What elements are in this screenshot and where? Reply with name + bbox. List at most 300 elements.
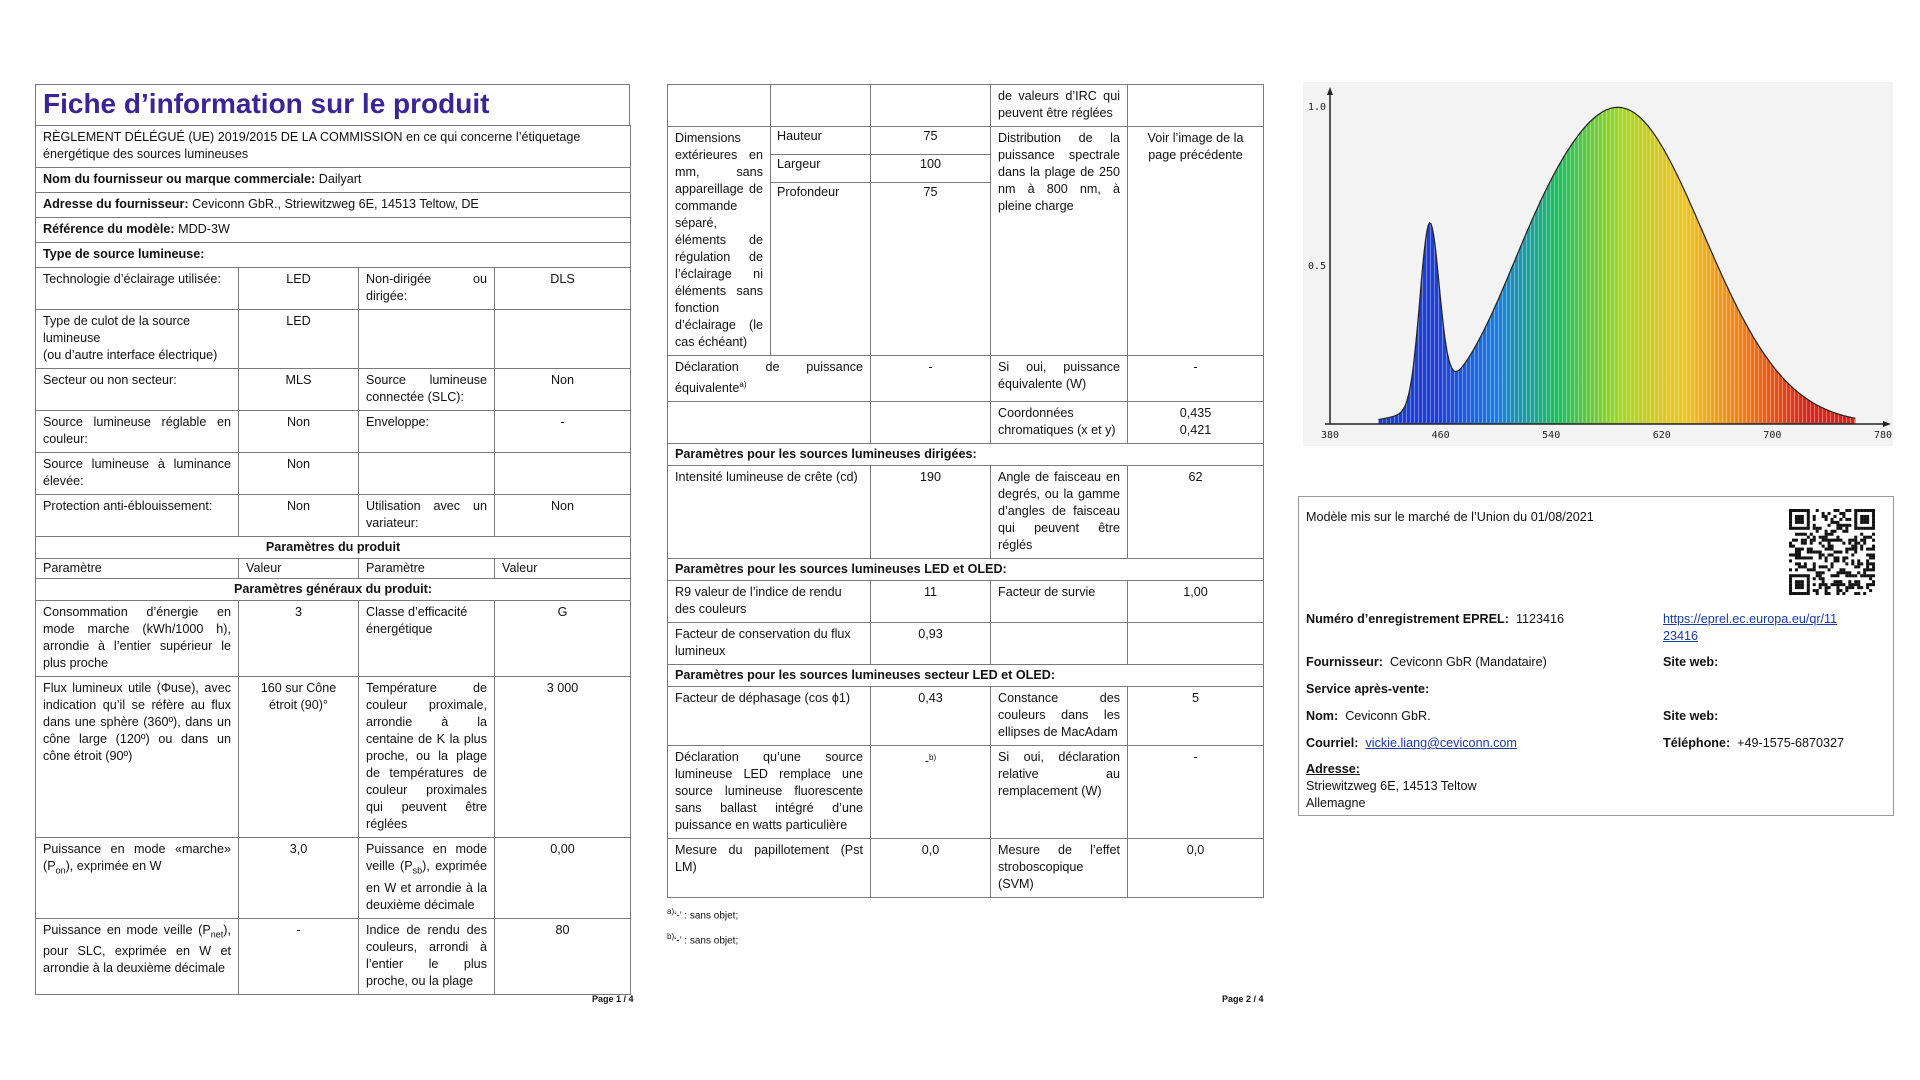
qr-module (1860, 562, 1863, 565)
col-header-param: Paramètre (359, 559, 495, 579)
qr-module (1872, 548, 1875, 551)
qr-module (1831, 565, 1834, 568)
qr-module (1798, 521, 1801, 524)
directed-heading: Paramètres pour les sources lumineuses dirigées: (668, 444, 1264, 466)
qr-module (1857, 562, 1860, 565)
qr-module (1819, 586, 1822, 589)
supplier-address-row (36, 193, 631, 218)
eprel-link[interactable] (1663, 611, 1878, 645)
supplier-name-row (36, 168, 631, 193)
empty-cell (1128, 623, 1264, 665)
qr-module (1813, 568, 1816, 571)
qr-module (1863, 515, 1866, 518)
qr-module (1833, 556, 1836, 559)
pon-subscript: on (55, 865, 66, 876)
qr-module (1816, 571, 1819, 574)
supplier-address-value: Ceviconn GbR., Striewitzweg 6E, 14513 Teltow, DE (192, 197, 479, 211)
qr-module (1789, 521, 1792, 524)
qr-module (1798, 592, 1801, 595)
qr-module (1872, 512, 1875, 515)
qr-module (1836, 580, 1839, 583)
qr-module (1851, 548, 1854, 551)
eprel-label: Numéro d’enregistrement EPREL: (1306, 612, 1509, 626)
qr-module (1866, 586, 1869, 589)
x-tick-label: 620 (1652, 430, 1671, 441)
qr-module (1869, 527, 1872, 530)
qr-module (1842, 530, 1845, 533)
qr-module (1860, 518, 1863, 521)
qr-module (1807, 512, 1810, 515)
qr-module (1801, 518, 1804, 521)
name-row (1306, 708, 1431, 725)
qr-module (1822, 577, 1825, 580)
qr-module (1833, 515, 1836, 518)
qr-module (1854, 542, 1857, 545)
qr-module (1807, 568, 1810, 571)
product-table (35, 125, 631, 995)
qr-module (1807, 548, 1810, 551)
qr-module (1801, 542, 1804, 545)
qr-module (1848, 539, 1851, 542)
qr-module (1816, 527, 1819, 530)
qr-module (1804, 592, 1807, 595)
qr-module (1789, 583, 1792, 586)
supplier-label: Fournisseur: (1306, 655, 1383, 669)
qr-module (1795, 574, 1798, 577)
qr-module (1863, 542, 1866, 545)
equiv-footnote-ref: a) (739, 380, 747, 389)
qr-module (1866, 536, 1869, 539)
equiv-label-text: Déclaration de puissance équivalente (675, 360, 863, 396)
chroma-y: 0,421 (1179, 423, 1212, 438)
qr-module (1816, 530, 1819, 533)
flux-value: 160 sur Cône étroit (90)° (239, 677, 359, 838)
qr-module (1842, 568, 1845, 571)
qr-module (1872, 527, 1875, 530)
qr-module (1839, 527, 1842, 530)
qr-module (1845, 527, 1848, 530)
survival-label: Facteur de survie (991, 581, 1128, 623)
qr-module (1836, 574, 1839, 577)
pnet-label-text: Puissance en mode veille (P (43, 922, 211, 937)
qr-module (1810, 548, 1813, 551)
qr-module (1828, 533, 1831, 536)
qr-module (1831, 518, 1834, 521)
qr-module (1854, 583, 1857, 586)
chroma-values (1128, 402, 1264, 444)
lumen-maint-value: 0,93 (871, 623, 991, 665)
peak-value: 190 (871, 466, 991, 559)
email-row (1306, 735, 1517, 752)
qr-module (1860, 586, 1863, 589)
depth-value: 75 (871, 183, 991, 356)
qr-module (1869, 589, 1872, 592)
qr-module (1807, 551, 1810, 554)
empty-cell (359, 453, 495, 495)
qr-module (1869, 553, 1872, 556)
qr-module (1839, 583, 1842, 586)
qr-module (1863, 527, 1866, 530)
qr-module (1833, 574, 1836, 577)
qr-module (1828, 524, 1831, 527)
qr-module (1872, 562, 1875, 565)
qr-module (1807, 589, 1810, 592)
qr-module (1798, 518, 1801, 521)
qr-module (1836, 551, 1839, 554)
qr-module (1839, 589, 1842, 592)
qr-module (1798, 553, 1801, 556)
qr-module (1831, 562, 1834, 565)
qr-module (1789, 553, 1792, 556)
empty-cell (495, 453, 631, 495)
x-tick-label: 780 (1873, 430, 1893, 441)
qr-module (1825, 548, 1828, 551)
qr-module (1789, 574, 1792, 577)
tech-value: LED (239, 268, 359, 310)
qr-module (1801, 556, 1804, 559)
qr-module (1872, 545, 1875, 548)
qr-module (1860, 533, 1863, 536)
qr-module (1831, 553, 1834, 556)
source-type-label: Type de source lumineuse: (36, 243, 631, 268)
qr-module (1810, 556, 1813, 559)
qr-module (1872, 521, 1875, 524)
qr-module (1872, 565, 1875, 568)
qr-module (1816, 592, 1819, 595)
eprel-url-line2[interactable]: 23416 (1663, 629, 1699, 643)
qr-module (1869, 583, 1872, 586)
qr-module (1836, 556, 1839, 559)
qr-module (1842, 556, 1845, 559)
qr-module (1854, 580, 1857, 583)
qr-module (1822, 539, 1825, 542)
qr-module (1795, 527, 1798, 530)
empty-cell (1128, 85, 1264, 127)
qr-module (1822, 536, 1825, 539)
qr-module (1869, 568, 1872, 571)
product-table-continued (667, 84, 1264, 898)
qr-module (1798, 574, 1801, 577)
qr-module (1822, 545, 1825, 548)
page-1 (35, 84, 630, 995)
chroma-label: Coordonnées chromatiques (x et y) (991, 402, 1128, 444)
cct-value: 3 000 (495, 677, 631, 838)
qr-module (1854, 524, 1857, 527)
qr-module (1813, 589, 1816, 592)
luminance-value: Non (239, 453, 359, 495)
qr-module (1810, 542, 1813, 545)
pon-value: 3,0 (239, 838, 359, 919)
psb-subscript: sb (412, 865, 423, 876)
connected-label: Source lumineuse connectée (SLC): (359, 369, 495, 411)
address-line2: Allemagne (1306, 796, 1366, 810)
qr-module (1813, 551, 1816, 554)
footnote-a-marker: a) (667, 907, 675, 917)
qr-module (1866, 562, 1869, 565)
qr-module (1872, 583, 1875, 586)
qr-module (1795, 586, 1798, 589)
qr-module (1845, 524, 1848, 527)
qr-module (1854, 536, 1857, 539)
qr-module (1795, 518, 1798, 521)
qr-module (1842, 515, 1845, 518)
pnet-subscript: net (210, 929, 224, 940)
qr-module (1848, 542, 1851, 545)
height-value: 75 (871, 127, 991, 155)
qr-module (1839, 551, 1842, 554)
qr-module (1866, 518, 1869, 521)
qr-module (1866, 565, 1869, 568)
qr-module (1789, 509, 1792, 512)
qr-module (1813, 577, 1816, 580)
qr-module (1795, 553, 1798, 556)
qr-module (1857, 559, 1860, 562)
directed-value: DLS (495, 268, 631, 310)
qr-module (1813, 527, 1816, 530)
qr-module (1792, 592, 1795, 595)
cap-value: LED (239, 310, 359, 369)
qr-module (1860, 515, 1863, 518)
qr-module (1872, 556, 1875, 559)
regulation-text: RÈGLEMENT DÉLÉGUÉ (UE) 2019/2015 DE LA COMMISSION en ce qui concerne l’étiquetage énergétique des sources lumineuses (36, 126, 631, 168)
qr-module (1801, 580, 1804, 583)
qr-module (1848, 518, 1851, 521)
svm-value: 0,0 (1128, 839, 1264, 898)
qr-module (1851, 574, 1854, 577)
product-params-heading: Paramètres du produit (36, 537, 631, 559)
supplier-name-value: Dailyart (318, 172, 362, 186)
empty-cell (668, 402, 871, 444)
psb-label (359, 838, 495, 919)
qr-module (1851, 583, 1854, 586)
qr-module (1857, 571, 1860, 574)
qr-module (1848, 583, 1851, 586)
page-2 (667, 84, 1263, 951)
name-label: Nom: (1306, 709, 1339, 723)
qr-module (1816, 509, 1819, 512)
empty-cell (871, 402, 991, 444)
qr-module (1822, 583, 1825, 586)
qr-module (1801, 583, 1804, 586)
qr-module (1872, 509, 1875, 512)
qr-module (1819, 542, 1822, 545)
qr-module (1845, 589, 1848, 592)
qr-module (1842, 592, 1845, 595)
qr-module (1869, 536, 1872, 539)
col-header-param: Paramètre (36, 559, 239, 579)
cap-label-line2: (ou d’autre interface électrique) (43, 348, 218, 362)
qr-module (1836, 539, 1839, 542)
equiv-w-value: - (1128, 356, 1264, 402)
led-heading: Paramètres pour les sources lumineuses LED et OLED: (668, 559, 1264, 581)
pnet-label-text-end: ), pour SLC, exprimée en W et arrondie à la deuxième décimale (43, 922, 231, 976)
qr-module (1798, 527, 1801, 530)
mains-heading: Paramètres pour les sources lumineuses secteur LED et OLED: (668, 665, 1264, 687)
qr-module (1866, 568, 1869, 571)
class-label: Classe d’efficacité énergétique (359, 601, 495, 677)
qr-module (1795, 562, 1798, 565)
qr-module (1825, 518, 1828, 521)
qr-module (1801, 509, 1804, 512)
qr-module (1836, 509, 1839, 512)
qr-module (1819, 574, 1822, 577)
qr-module (1851, 553, 1854, 556)
qr-module (1795, 551, 1798, 554)
qr-module (1828, 553, 1831, 556)
energy-value: 3 (239, 601, 359, 677)
qr-module (1860, 545, 1863, 548)
qr-module (1789, 527, 1792, 530)
qr-module (1789, 559, 1792, 562)
qr-module (1825, 530, 1828, 533)
qr-module (1842, 524, 1845, 527)
qr-module (1839, 539, 1842, 542)
qr-module (1801, 548, 1804, 551)
macadam-value: 5 (1128, 687, 1264, 746)
phone-value: +49-1575-6870327 (1737, 736, 1844, 750)
qr-module (1795, 515, 1798, 518)
y-tick-label: 1.0 (1307, 102, 1326, 113)
website-label: Site web: (1663, 655, 1719, 669)
peak-label: Intensité lumineuse de crête (cd) (668, 466, 871, 559)
qr-module (1857, 580, 1860, 583)
qr-module (1845, 548, 1848, 551)
qr-module (1789, 542, 1792, 545)
beam-label: Angle de faisceau en degrés, ou la gamme d’angles de faisceau qui peuvent être réglés (991, 466, 1128, 559)
qr-module (1795, 539, 1798, 542)
qr-module (1807, 536, 1810, 539)
qr-module (1839, 524, 1842, 527)
flicker-value: 0,0 (871, 839, 991, 898)
qr-module (1804, 509, 1807, 512)
qr-module (1801, 533, 1804, 536)
qr-code-icon[interactable] (1789, 509, 1875, 595)
qr-module (1828, 512, 1831, 515)
qr-module (1831, 545, 1834, 548)
qr-module (1872, 524, 1875, 527)
colour-value: Non (239, 411, 359, 453)
qr-module (1810, 551, 1813, 554)
qr-module (1807, 580, 1810, 583)
qr-module (1801, 574, 1804, 577)
qr-module (1833, 521, 1836, 524)
qr-module (1819, 551, 1822, 554)
qr-module (1798, 548, 1801, 551)
qr-module (1822, 571, 1825, 574)
cct-label: Température de couleur proximale, arrondie à la centaine de K la plus proche, ou la plage de températures de couleur proximales qui peuvent être réglées (359, 677, 495, 838)
qr-module (1833, 509, 1836, 512)
qr-module (1828, 592, 1831, 595)
qr-module (1851, 559, 1854, 562)
qr-module (1863, 574, 1866, 577)
qr-module (1798, 551, 1801, 554)
cri-label-cont: de valeurs d’IRC qui peuvent être réglées (991, 85, 1128, 127)
qr-module (1822, 580, 1825, 583)
name-value: Ceviconn GbR. (1345, 709, 1431, 723)
qr-module (1807, 515, 1810, 518)
qr-module (1854, 545, 1857, 548)
colour-label: Source lumineuse réglable en couleur: (36, 411, 239, 453)
qr-module (1813, 562, 1816, 565)
qr-module (1825, 586, 1828, 589)
qr-module (1845, 562, 1848, 565)
qr-module (1854, 512, 1857, 515)
empty-cell (871, 85, 991, 127)
qr-module (1807, 583, 1810, 586)
depth-label: Profondeur (771, 183, 871, 356)
qr-module (1863, 521, 1866, 524)
qr-module (1789, 592, 1792, 595)
qr-module (1863, 592, 1866, 595)
qr-module (1860, 574, 1863, 577)
qr-module (1810, 533, 1813, 536)
qr-module (1866, 574, 1869, 577)
flicker-label: Mesure du papillotement (Pst LM) (668, 839, 871, 898)
qr-module (1789, 518, 1792, 521)
qr-module (1795, 568, 1798, 571)
qr-module (1789, 524, 1792, 527)
qr-module (1813, 565, 1816, 568)
eprel-url-line1[interactable]: https://eprel.ec.europa.eu/qr/11 (1663, 612, 1838, 626)
model-ref-label: Référence du modèle: (43, 222, 175, 236)
address-block (1306, 761, 1477, 812)
qr-module (1819, 565, 1822, 568)
qr-module (1845, 530, 1848, 533)
qr-module (1795, 583, 1798, 586)
qr-module (1860, 521, 1863, 524)
qr-module (1813, 536, 1816, 539)
phone-row (1663, 735, 1844, 752)
qr-module (1816, 551, 1819, 554)
qr-module (1860, 509, 1863, 512)
mains-value: MLS (239, 369, 359, 411)
cap-label-line1: Type de culot de la source lumineuse (43, 314, 191, 345)
equiv-value: - (871, 356, 991, 402)
qr-module (1825, 539, 1828, 542)
qr-module (1854, 565, 1857, 568)
general-params-heading: Paramètres généraux du produit: (36, 579, 631, 601)
qr-module (1857, 565, 1860, 568)
qr-module (1857, 542, 1860, 545)
qr-module (1863, 509, 1866, 512)
qr-module (1872, 580, 1875, 583)
qr-module (1795, 556, 1798, 559)
qr-module (1866, 548, 1869, 551)
height-label: Hauteur (771, 127, 871, 155)
qr-module (1831, 539, 1834, 542)
address-line1: Striewitzweg 6E, 14513 Teltow (1306, 779, 1477, 793)
supplier-row (1306, 654, 1547, 671)
qr-module (1789, 580, 1792, 583)
qr-module (1860, 548, 1863, 551)
qr-module (1795, 509, 1798, 512)
svm-label: Mesure de l’effet stroboscopique (SVM) (991, 839, 1128, 898)
model-ref-value: MDD-3W (178, 222, 230, 236)
qr-module (1789, 568, 1792, 571)
qr-module (1825, 536, 1828, 539)
x-tick-label: 540 (1542, 430, 1561, 441)
email-link[interactable]: vickie.liang@ceviconn.com (1365, 736, 1517, 750)
qr-module (1854, 515, 1857, 518)
x-tick-label: 380 (1320, 430, 1340, 441)
qr-module (1848, 586, 1851, 589)
qr-module (1813, 583, 1816, 586)
class-value: G (495, 601, 631, 677)
qr-module (1828, 539, 1831, 542)
qr-module (1833, 559, 1836, 562)
qr-module (1798, 565, 1801, 568)
qr-module (1851, 539, 1854, 542)
